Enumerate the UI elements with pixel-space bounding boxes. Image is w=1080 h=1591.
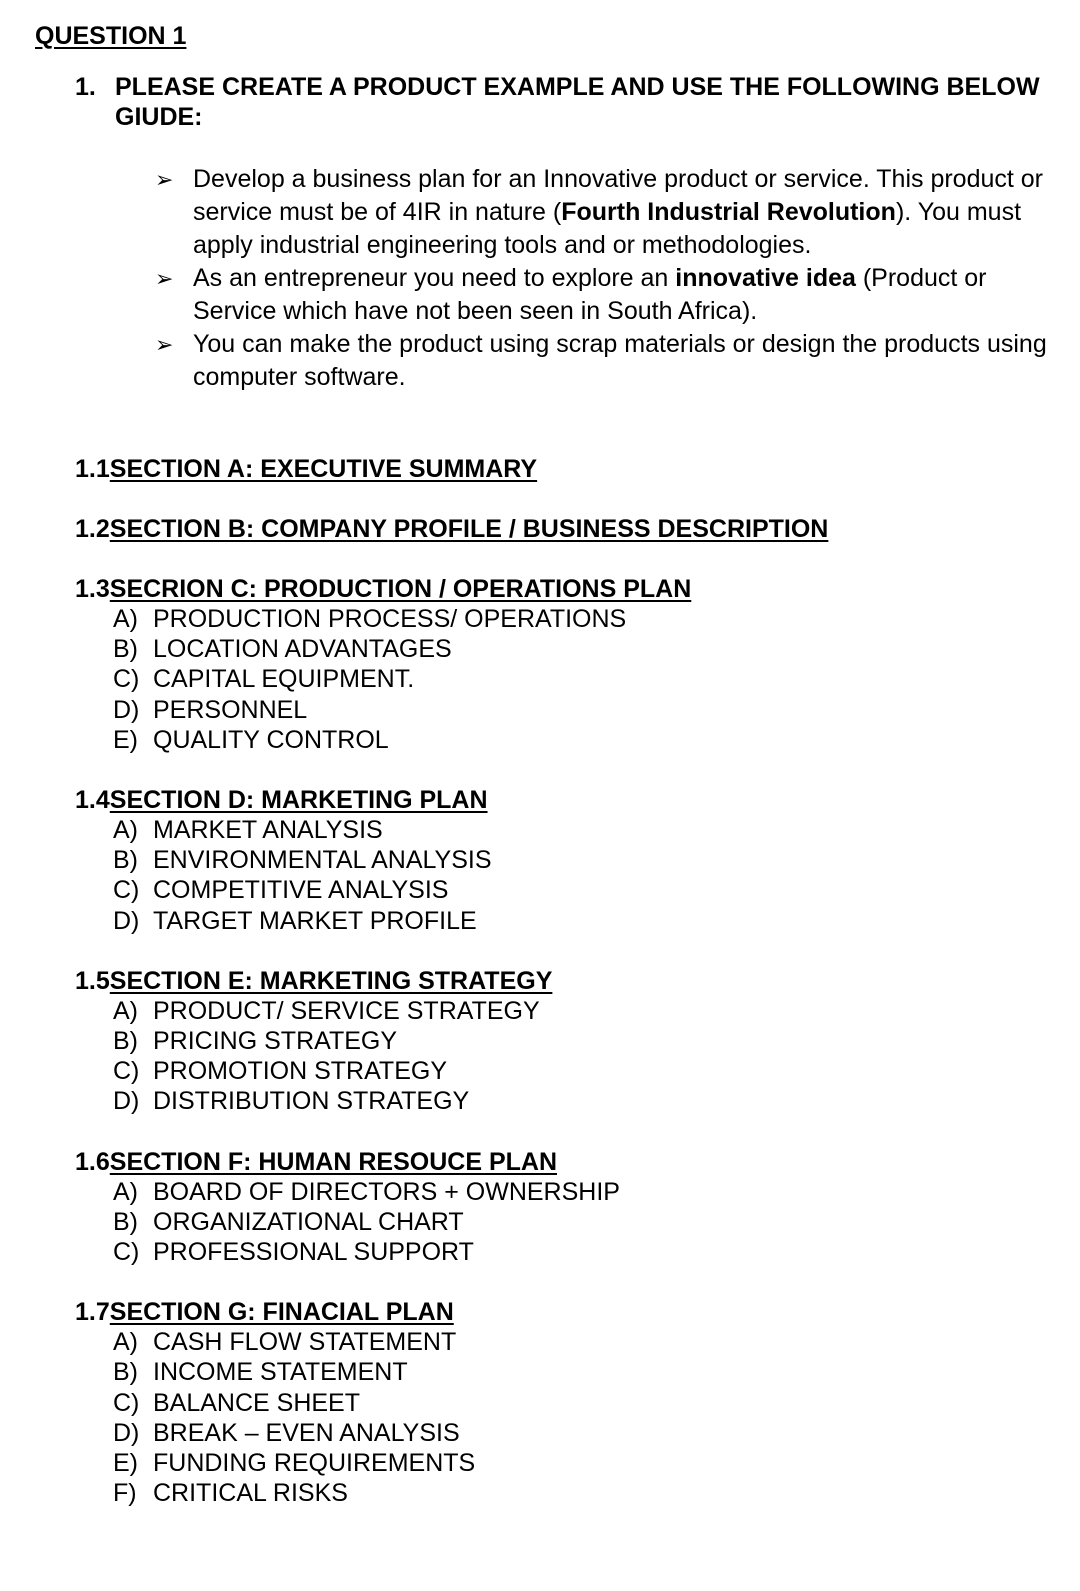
item-text: LOCATION ADVANTAGES: [153, 635, 452, 664]
item-text: INCOME STATEMENT: [153, 1358, 408, 1387]
item-letter: A): [113, 1328, 138, 1357]
item-text: BOARD OF DIRECTORS + OWNERSHIP: [153, 1177, 620, 1206]
list-item: [75, 1388, 1035, 1418]
section-items: [75, 1177, 1035, 1268]
section-title: SECTION B: COMPANY PROFILE / BUSINESS DESCRIPTION: [109, 515, 829, 543]
section-block: [75, 574, 1035, 755]
item-letter: C): [113, 1238, 140, 1267]
section-block: [75, 514, 1035, 544]
list-item: [75, 875, 1035, 905]
guide-bullet-text: [193, 328, 1055, 394]
arrow-bullet-icon: ➢: [155, 266, 174, 291]
guide-bullet-list: [155, 163, 1055, 394]
section-spacer: [75, 544, 1035, 574]
item-letter: B): [113, 846, 138, 875]
section-spacer: [75, 1117, 1035, 1147]
item-text: FUNDING REQUIREMENTS: [153, 1449, 476, 1478]
section-heading: [75, 574, 1035, 604]
guide-bullet-text: [193, 262, 1055, 328]
section-title: SECTION A: EXECUTIVE SUMMARY: [109, 455, 538, 483]
list-item: [75, 1448, 1035, 1478]
item-text: CAPITAL EQUIPMENT.: [153, 665, 415, 694]
question-title: QUESTION 1: [35, 22, 187, 50]
section-title: SECTION E: MARKETING STRATEGY: [109, 966, 553, 995]
item-letter: C): [113, 876, 140, 905]
guide-bullet: [155, 163, 1055, 262]
section-heading: [75, 785, 1035, 815]
bullet-text-part: Develop a business plan for an Innovative product or service. This product or service must be of 4IR in nature (: [193, 165, 1043, 226]
item-text: PROMOTION STRATEGY: [153, 1057, 447, 1086]
section-heading: [75, 454, 1035, 484]
list-item: [75, 845, 1035, 875]
item-text: PRODUCTION PROCESS/ OPERATIONS: [153, 605, 627, 633]
section-block: [75, 1297, 1035, 1508]
section-block: [75, 1147, 1035, 1268]
list-item: [75, 815, 1035, 845]
section-number: 1.6: [75, 1147, 110, 1176]
bullet-text-part: You can make the product using scrap materials or design the products using computer software.: [193, 330, 1047, 391]
section-title: SECTION D: MARKETING PLAN: [109, 786, 488, 815]
list-item: [75, 634, 1035, 664]
section-spacer: [75, 1267, 1035, 1297]
arrow-bullet-icon: ➢: [155, 332, 174, 357]
list-item: [75, 906, 1035, 936]
item-letter: D): [113, 1418, 140, 1447]
item-text: MARKET ANALYSIS: [153, 816, 383, 845]
item-text: PERSONNEL: [153, 695, 308, 724]
item-text: PRODUCT/ SERVICE STRATEGY: [153, 996, 540, 1025]
list-item: [75, 1177, 1035, 1207]
item-letter: E): [113, 1449, 138, 1478]
item-letter: B): [113, 1027, 138, 1056]
item-letter: C): [113, 1388, 140, 1417]
section-items: [75, 815, 1035, 936]
emphasis-text: innovative idea: [675, 264, 856, 292]
item-letter: D): [113, 695, 140, 724]
list-item: [75, 996, 1035, 1026]
sections-list: [75, 454, 1035, 1508]
item-letter: A): [113, 605, 138, 633]
section-title: SECTION F: HUMAN RESOUCE PLAN: [109, 1147, 557, 1176]
item-letter: D): [113, 1087, 140, 1116]
item-text: CASH FLOW STATEMENT: [153, 1328, 457, 1357]
section-block: [75, 966, 1035, 1117]
item-text: DISTRIBUTION STRATEGY: [153, 1087, 470, 1116]
section-heading: [75, 514, 1035, 544]
item-letter: B): [113, 635, 138, 664]
list-item: [75, 1478, 1035, 1508]
section-spacer: [75, 936, 1035, 966]
item-letter: B): [113, 1358, 138, 1387]
list-item: [75, 1086, 1035, 1116]
item-letter: D): [113, 906, 140, 935]
section-number: 1.2: [75, 515, 110, 543]
instruction-text: PLEASE CREATE A PRODUCT EXAMPLE AND USE THE FOLLOWING BELOW GIUDE:: [115, 73, 1040, 131]
item-letter: C): [113, 665, 140, 694]
section-items: [75, 996, 1035, 1117]
section-items: [75, 604, 1035, 755]
item-letter: A): [113, 816, 138, 845]
item-letter: A): [113, 1177, 138, 1206]
item-text: BREAK – EVEN ANALYSIS: [153, 1418, 460, 1447]
section-heading: [75, 966, 1035, 996]
item-letter: B): [113, 1207, 138, 1236]
list-item: [75, 1237, 1035, 1267]
section-number: 1.4: [75, 786, 110, 815]
bullet-text-part: As an entrepreneur you need to explore an: [193, 264, 676, 292]
list-item: [75, 725, 1035, 755]
item-text: TARGET MARKET PROFILE: [153, 906, 477, 935]
bullet-text-part: ). You must apply industrial engineering tools and or methodologies.: [193, 198, 1022, 259]
item-letter: F): [113, 1479, 137, 1508]
section-title: SECTION G: FINACIAL PLAN: [109, 1298, 454, 1327]
guide-bullet: [155, 262, 1055, 328]
bullet-text-part: (Product or Service which have not been seen in South Africa).: [193, 264, 987, 325]
section-number: 1.3: [75, 575, 110, 603]
list-item: [75, 604, 1035, 634]
list-item: [75, 1418, 1035, 1448]
item-text: ORGANIZATIONAL CHART: [153, 1207, 464, 1236]
section-number: 1.1: [75, 455, 110, 483]
item-text: CRITICAL RISKS: [153, 1479, 348, 1508]
section-items: [75, 1327, 1035, 1508]
list-item: [75, 695, 1035, 725]
list-item: [75, 1056, 1035, 1086]
item-text: PROFESSIONAL SUPPORT: [153, 1238, 474, 1267]
section-title: SECRION C: PRODUCTION / OPERATIONS PLAN: [109, 575, 692, 603]
section-spacer: [75, 755, 1035, 785]
item-letter: A): [113, 996, 138, 1025]
instruction-number: 1.: [75, 73, 96, 101]
instruction: [75, 72, 1055, 132]
list-item: [75, 1026, 1035, 1056]
section-heading: [75, 1297, 1035, 1327]
guide-bullet-text: [193, 163, 1055, 262]
item-text: QUALITY CONTROL: [153, 725, 389, 754]
section-heading: [75, 1147, 1035, 1177]
section-number: 1.7: [75, 1298, 110, 1327]
item-letter: E): [113, 725, 138, 754]
item-text: BALANCE SHEET: [153, 1388, 361, 1417]
section-block: [75, 785, 1035, 936]
section-block: [75, 454, 1035, 484]
item-text: ENVIRONMENTAL ANALYSIS: [153, 846, 492, 875]
section-number: 1.5: [75, 966, 110, 995]
guide-bullet: [155, 328, 1055, 394]
emphasis-text: Fourth Industrial Revolution: [561, 198, 896, 226]
section-spacer: [75, 484, 1035, 514]
arrow-bullet-icon: ➢: [155, 167, 174, 192]
list-item: [75, 1327, 1035, 1357]
list-item: [75, 1207, 1035, 1237]
item-letter: C): [113, 1057, 140, 1086]
list-item: [75, 1357, 1035, 1387]
item-text: PRICING STRATEGY: [153, 1027, 398, 1056]
item-text: COMPETITIVE ANALYSIS: [153, 876, 449, 905]
list-item: [75, 664, 1035, 694]
